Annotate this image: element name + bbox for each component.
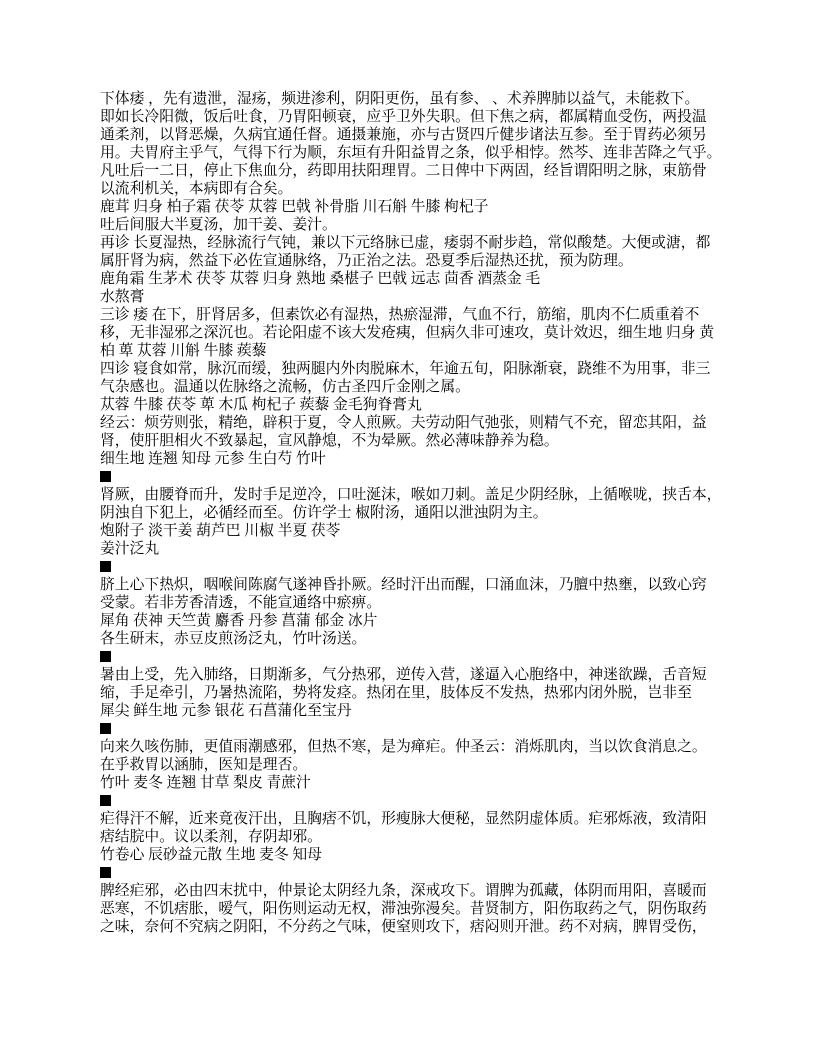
- body-text-line: 阴浊自下犯上，必循经而至。仿许学士 椒附汤，通阳以泄浊阴为主。: [100, 505, 548, 521]
- body-text-line: 受蒙。若非芳香清透，不能宣通络中瘀痹。: [100, 595, 382, 611]
- section-marker: [100, 468, 722, 486]
- body-text-line: 脐上心下热炽，咽喉间陈腐气遂神昏扑厥。经时汗出而醒，口涌血沫，乃膻中热壅，以致心窍: [100, 577, 707, 593]
- herb-list-line: 犀尖 鲜生地 元参 银花 石菖蒲化至宝丹: [100, 703, 352, 719]
- section-marker: [100, 558, 722, 576]
- herb-list-line: 犀角 茯神 天竺黄 麝香 丹参 菖蒲 郁金 冰片: [100, 613, 378, 629]
- body-text-line: 脾经疟邪，必由四末扰中，仲景论太阴经九条，深戒攻下。谓脾为孤藏，体阴而用阳，喜暖而: [100, 883, 707, 899]
- body-text-line: 四诊 寝食如常，脉沉而缓，独两腿内外肉脱麻木，年逾五旬，阳脉渐衰，跷维不为用事，非三: [100, 361, 711, 377]
- body-text-line: 疟得汗不解，近来竟夜汗出，且胸痞不饥，形瘦脉大便秘，显然阴虚体质。疟邪烁液，致清阳: [100, 811, 707, 827]
- black-square-icon: [100, 561, 111, 572]
- section-marker: [100, 648, 722, 666]
- body-text-line: 姜汁泛丸: [100, 541, 160, 557]
- text-block: [100, 90, 722, 936]
- section-marker: [100, 864, 722, 882]
- herb-list-line: 细生地 连翘 知母 元参 生白芍 竹叶: [100, 451, 326, 467]
- body-text-line: 用。夫胃府主乎气，气得下行为顺，东垣有升阳益胃之条，似乎相悖。然芩、连非苦降之气乎。: [100, 145, 722, 161]
- body-text-line: 以流利机关，本病即有合矣。: [100, 181, 293, 197]
- body-text-line: 移，无非湿邪之深沉也。若论阳虚不该大发疮痍，但病久非可速攻，莫计效迟，细生地 归身 黄: [100, 325, 715, 341]
- body-text-line: 肾，使肝胆相火不致暴起，宣风静熄，不为晕厥。然必薄味静养为稳。: [100, 433, 559, 449]
- body-text-line: 经云：烦劳则张，精绝，辟积于夏，令人煎厥。夫劳动阳气弛张，则精气不充，留恋其阳，益: [100, 415, 707, 431]
- body-text-line: 缩，手足牵引，乃暑热流陷，势将发痉。热闭在里，肢体反不发热，热邪内闭外脱，岂非至: [100, 685, 692, 701]
- body-text-line: 再诊 长夏湿热，经脉流行气钝，兼以下元络脉已虚，痿弱不耐步趋，常似酸楚。大便或溏，都: [100, 235, 711, 251]
- herb-list-line: 竹叶 麦冬 连翘 甘草 梨皮 青蔗汁: [100, 775, 311, 791]
- black-square-icon: [100, 867, 111, 878]
- body-text-line: 气杂感也。温通以佐脉络之流畅，仿古圣四斤金刚之属。: [100, 379, 470, 395]
- body-text-line: 即如长冷阳微，饭后吐食，乃胃阳顿衰，应乎卫外失职。但下焦之病，都属精血受伤，两投温: [100, 109, 707, 125]
- body-text-line: 凡吐后一二日，停止下焦血分，药即用扶阳理胃。二日俾中下两固，经旨谓阳明之脉，束筋骨: [100, 163, 707, 179]
- body-text-line: 痞结脘中。议以柔剂，存阴却邪。: [100, 829, 322, 845]
- body-text-line: 恶寒，不饥痞胀，嗳气，阳伤则运动无权，滞浊弥漫矣。昔贤制方，阳伤取药之气，阴伤取药: [100, 901, 707, 917]
- body-text-line: 水熬膏: [100, 289, 145, 305]
- body-text-line: 柏 萆 苁蓉 川斛 牛膝 蒺藜: [100, 343, 267, 359]
- section-marker: [100, 792, 722, 810]
- black-square-icon: [100, 795, 111, 806]
- body-text-line: 三诊 痿 在下，肝肾居多，但素饮必有湿热，热瘀湿滞，气血不行，筋缩，肌肉不仁质重着不: [100, 307, 700, 323]
- body-text-line: 向来久咳伤肺，更值雨潮感邪，但热不寒，是为瘅疟。仲圣云：消烁肌肉，当以饮食消息之。: [100, 739, 707, 755]
- body-text-line: 之味，奈何不究病之阴阳，不分药之气味，便窒则攻下，痞闷则开泄。药不对病，脾胃受伤，: [100, 919, 707, 935]
- herb-list-line: 苁蓉 牛膝 茯苓 萆 木瓜 枸杞子 蒺藜 金毛狗脊膏丸: [100, 397, 422, 413]
- body-text-line: 肾厥，由腰脊而升，发时手足逆冷，口吐涎沫，喉如刀刺。盖足少阴经脉，上循喉咙，挟舌本，: [100, 487, 722, 503]
- herb-list-line: 鹿茸 归身 柏子霜 茯苓 苁蓉 巴戟 补骨脂 川石斛 牛膝 枸杞子: [100, 199, 489, 215]
- body-text-line: 各生研末，赤豆皮煎汤泛丸，竹叶汤送。: [100, 631, 367, 647]
- herb-list-line: 炮附子 淡干姜 葫芦巴 川椒 半夏 茯苓: [100, 523, 341, 539]
- body-text-line: 暑由上受，先入肺络，日期渐多，气分热邪，逆传入营，遂逼入心胞络中，神迷欲躁，舌音短: [100, 667, 707, 683]
- section-marker: [100, 720, 722, 738]
- black-square-icon: [100, 723, 111, 734]
- body-text-line: 吐后间服大半夏汤，加干姜、姜汁。: [100, 217, 337, 233]
- body-text-line: 在乎救胃以涵肺，医知是理否。: [100, 757, 308, 773]
- herb-list-line: 竹卷心 辰砂益元散 生地 麦冬 知母: [100, 847, 322, 863]
- herb-list-line: 鹿角霜 生茅术 茯苓 苁蓉 归身 熟地 桑椹子 巴戟 远志 茴香 酒蒸金 毛: [100, 271, 541, 287]
- body-text-line: 下体痿 ，先有遗泄，湿疡，频进渗利，阴阳更伤，虽有参、 、术养脾肺以益气，未能救下。: [100, 91, 700, 107]
- body-text-line: 属肝肾为病，然益下必佐宣通脉络，乃正治之法。恐夏季后湿热还扰，预为防理。: [100, 253, 633, 269]
- body-text-line: 通柔剂，以肾恶燥，久病宜通任督。通摄兼施，亦与古贤四斤健步诸法互参。至于胃药必须另: [100, 127, 707, 143]
- black-square-icon: [100, 651, 111, 662]
- black-square-icon: [100, 471, 111, 482]
